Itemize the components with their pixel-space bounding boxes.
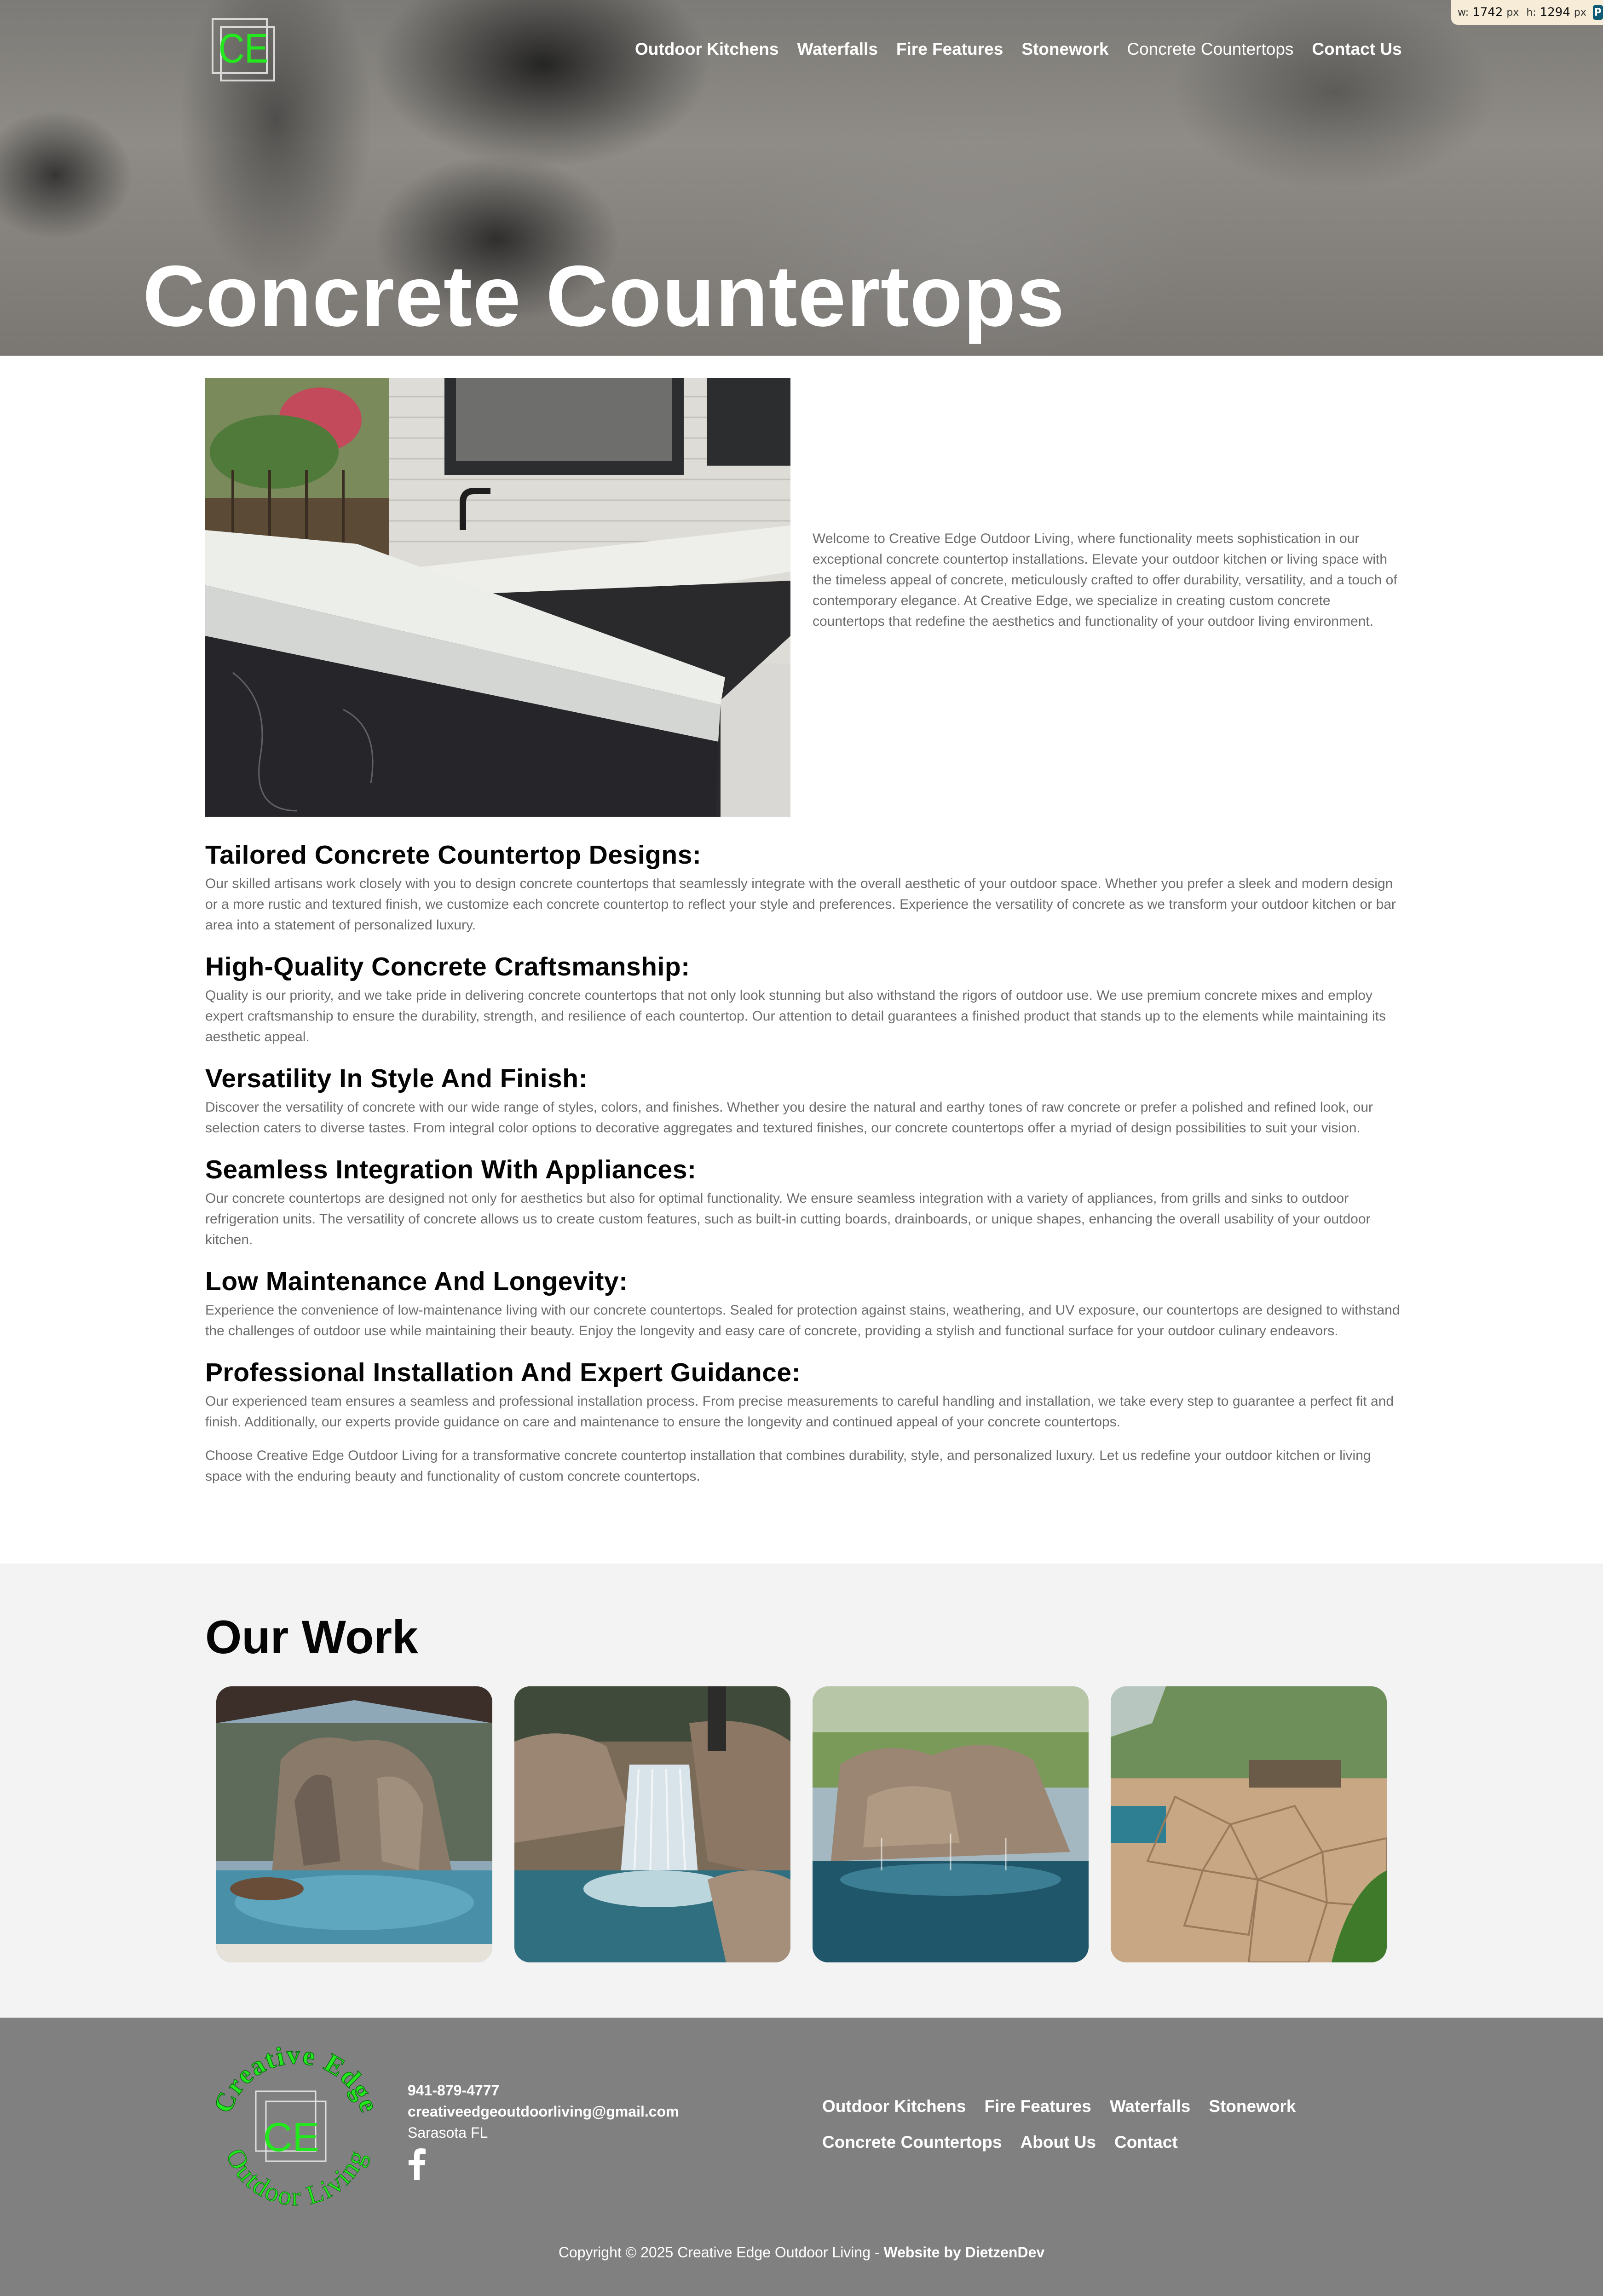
height-label: h: [1526, 6, 1536, 18]
copyright-text: Copyright © 2025 Creative Edge Outdoor Living - [558, 2244, 884, 2261]
work-photo-flagstone-patio[interactable] [1111, 1686, 1387, 1962]
closing-paragraph: Choose Creative Edge Outdoor Living for a transformative concrete countertop installation that combines durability, style, and personalized luxury. Let us redefine your outdoor kitchen or living space with the enduring beauty and functionality of custom concrete countertops. [205, 1448, 1371, 1484]
content-sections [205, 836, 1401, 1487]
width-unit: px [1506, 6, 1519, 18]
nav-waterfalls[interactable]: Waterfalls [797, 40, 878, 58]
nav-concrete-countertops[interactable]: Concrete Countertops [1127, 40, 1294, 58]
section-body: Quality is our priority, and we take pride in delivering concrete countertops that not only look stunning but also withstand the rigors of outdoor use. We use premium concrete mixes and employ expert craftsmanship to ensure the durability, strength, and resilience of each countertop. Our attention to detail guarantees a finished product that stands up to the elements while maintaining its aesthetic appeal. [205, 988, 1386, 1044]
our-work-section [0, 1563, 1603, 2018]
width-label: w: [1458, 6, 1469, 18]
footer-link-waterfalls[interactable]: Waterfalls [1109, 2097, 1191, 2116]
our-work-title: Our Work [205, 1611, 418, 1663]
footer-link-about-us[interactable]: About Us [1020, 2133, 1096, 2152]
section-body: Our experienced team ensures a seamless and professional installation process. From precise measurements to careful handling and installation, we take every step to guarantee a perfect fit and finish. Additionally, our experts provide guidance on care and maintenance to ensure the longevity and continued appeal of your concrete countertops. [205, 1394, 1394, 1430]
countertop-photo [205, 378, 790, 817]
work-photo-grotto[interactable] [216, 1686, 492, 1962]
height-unit: px [1574, 6, 1586, 18]
footer-logo-text: CE [263, 2114, 320, 2160]
site-footer [0, 2018, 1603, 2296]
logo-ring-bottom-text: Outdoor Living [220, 2144, 373, 2212]
copyright-line [0, 2244, 1603, 2261]
width-value: 1742 [1472, 6, 1503, 19]
height-value: 1294 [1540, 6, 1570, 19]
footer-logo[interactable] [206, 2042, 386, 2222]
logo-ring-top-text: Creative Edge [208, 2042, 385, 2117]
hero-banner [0, 0, 1603, 356]
phone-number[interactable]: 941-879-4777 [408, 2082, 500, 2099]
nav-contact-us[interactable]: Contact Us [1312, 40, 1402, 58]
location-text: Sarasota FL [408, 2124, 488, 2141]
footer-nav [822, 2097, 1328, 2169]
section-body: Experience the convenience of low-maintenance living with our concrete countertops. Sealed for protection against stains, weathering, and UV exposure, our countertops are designed to withstand the challenges of outdoor use while maintaining their beauty. Enjoy the longevity and easy care of concrete, providing a stylish and functional surface for your outdoor culinary endeavors. [205, 1303, 1400, 1338]
dimension-badge [1451, 0, 1603, 25]
section-body: Discover the versatility of concrete with our wide range of styles, colors, and finishes. Whether you desire the natural and earthy tones of raw concrete or prefer a polished and refined look, our selection caters to diverse tastes. From integral color options to decorative aggregates and textured finishes, our concrete countertops offer a myriad of design possibilities to suit your vision. [205, 1100, 1373, 1136]
footer-link-outdoor-kitchens[interactable]: Outdoor Kitchens [822, 2097, 966, 2116]
contact-info [408, 2080, 679, 2182]
extension-icon[interactable]: P [1593, 5, 1603, 20]
section-title: Versatility In Style And Finish: [205, 1064, 588, 1093]
section-title: High-Quality Concrete Craftsmanship: [205, 952, 690, 981]
intro-paragraph: Welcome to Creative Edge Outdoor Living, where functionality meets sophistication in our exceptional concrete countertop installations. Elevate your outdoor kitchen or living space with the timeless appeal of concrete, meticulously crafted to offer durability, versatility, and a touch of contemporary elegance. At Creative Edge, we specialize in creating custom concrete countertops that redefine the aesthetics and functionality of your outdoor living environment. [813, 531, 1397, 629]
nav-fire-features[interactable]: Fire Features [896, 40, 1003, 58]
footer-link-fire-features[interactable]: Fire Features [984, 2097, 1091, 2116]
footer-link-stonework[interactable]: Stonework [1209, 2097, 1296, 2116]
work-photo-rock-pool[interactable] [813, 1686, 1089, 1962]
developer-credit-link[interactable]: Website by DietzenDev [883, 2244, 1045, 2261]
footer-link-contact[interactable]: Contact [1114, 2133, 1178, 2152]
facebook-icon[interactable] [408, 2148, 426, 2180]
nav-stonework[interactable]: Stonework [1021, 40, 1109, 58]
section-title: Professional Installation And Expert Guidance: [205, 1358, 801, 1387]
logo-text: CE [218, 25, 269, 72]
footer-link-concrete-countertops[interactable]: Concrete Countertops [822, 2133, 1002, 2152]
section-body: Our concrete countertops are designed not only for aesthetics but also for optimal functionality. We ensure seamless integration with a variety of appliances, from grills and sinks to outdoor refrigeration units. The versatility of concrete allows us to create custom features, such as built-in cutting boards, drainboards, or unique shapes, enhancing the overall usability of your outdoor kitchen. [205, 1191, 1371, 1247]
email-address[interactable]: creativeedgeoutdoorliving@gmail.com [408, 2103, 679, 2120]
section-body: Our skilled artisans work closely with you to design concrete countertops that seamlessly integrate with the overall aesthetic of your outdoor space. Whether you prefer a sleek and modern design or a more rustic and textured finish, we customize each concrete countertop to reflect your style and preferences. Experience the versatility of concrete as we transform your outdoor kitchen or bar area into a statement of personalized luxury. [205, 876, 1396, 933]
section-title: Seamless Integration With Appliances: [205, 1155, 697, 1184]
main-nav [635, 38, 1402, 61]
page-title: Concrete Countertops [143, 248, 1065, 344]
svg-text:Creative Edge [208, 2042, 385, 2117]
site-logo[interactable] [210, 16, 277, 83]
section-title: Tailored Concrete Countertop Designs: [205, 840, 702, 870]
nav-outdoor-kitchens[interactable]: Outdoor Kitchens [635, 40, 779, 58]
section-title: Low Maintenance And Longevity: [205, 1267, 628, 1296]
work-photo-waterfall[interactable] [514, 1686, 790, 1962]
